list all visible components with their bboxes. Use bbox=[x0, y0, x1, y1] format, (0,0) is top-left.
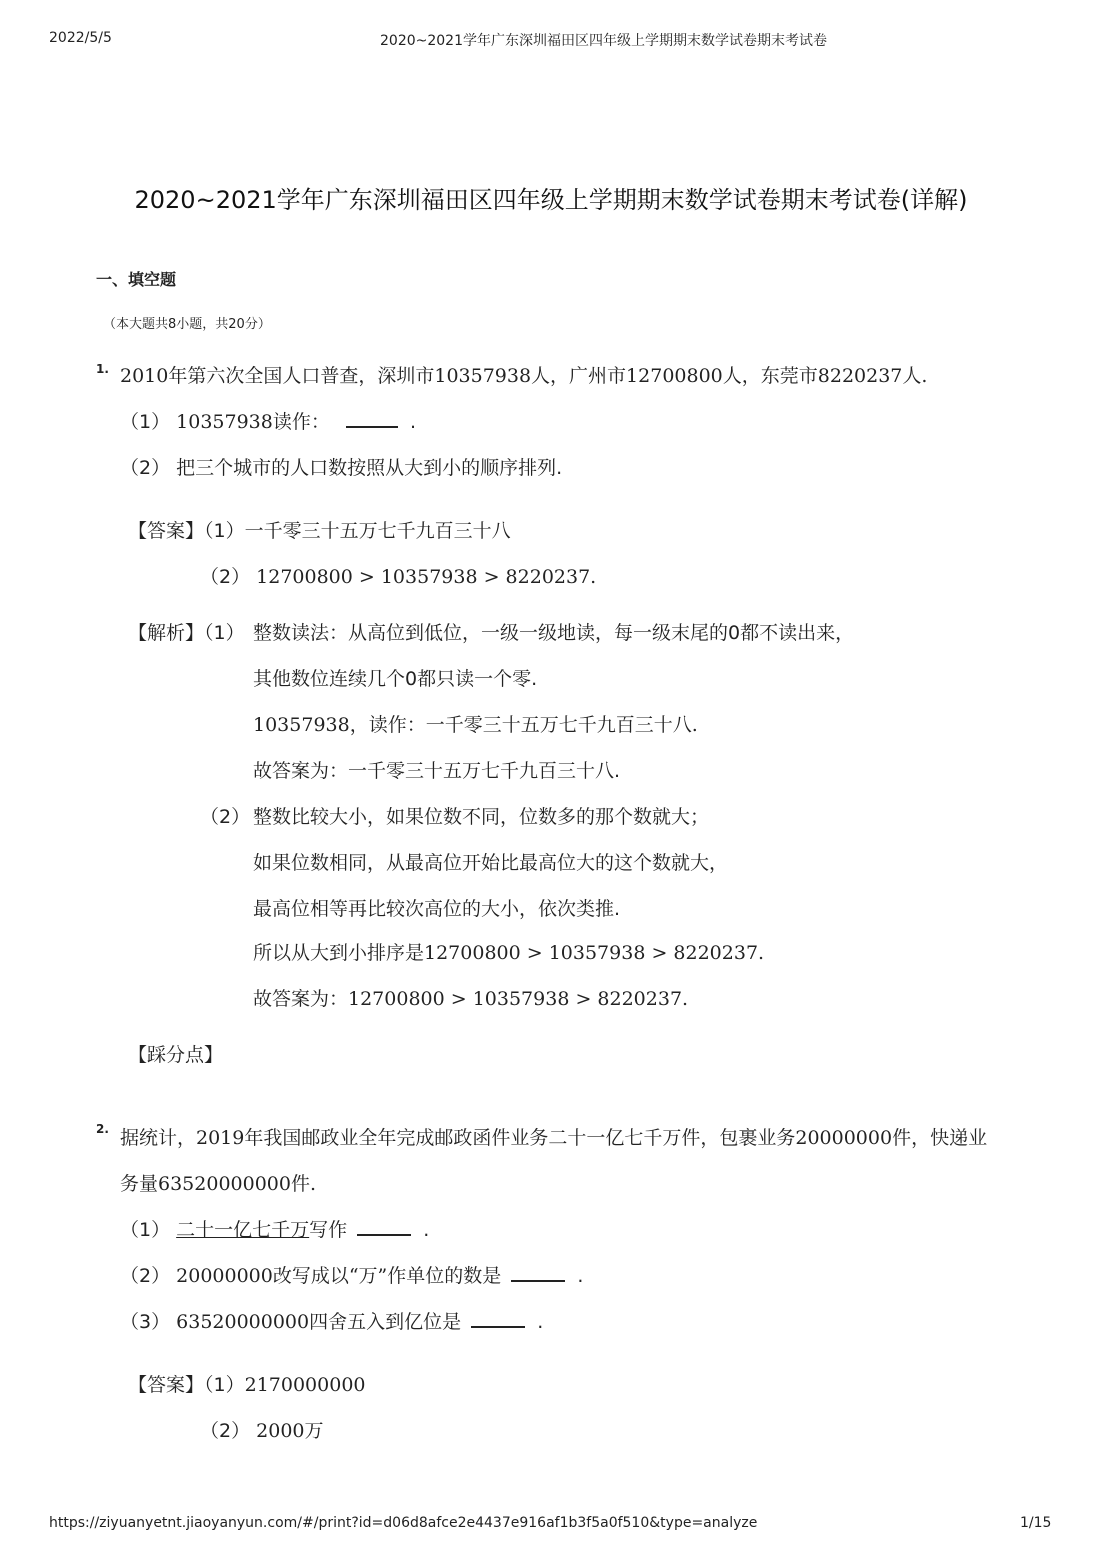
answer-blank bbox=[511, 1278, 565, 1282]
analysis-label-2: （2） bbox=[200, 806, 251, 828]
question-1-part-1 bbox=[120, 407, 416, 434]
question-1-points: 【踩分点】 bbox=[128, 1044, 224, 1066]
part-text: 63520000000四舍五入到亿位是 bbox=[176, 1311, 462, 1333]
answer-text: 12700800 > 10357938 > 8220237. bbox=[256, 566, 597, 588]
part-label: （3） bbox=[120, 1311, 171, 1333]
question-1-answer-1 bbox=[128, 516, 511, 543]
print-header-title: 2020~2021学年广东深圳福田区四年级上学期期末数学试卷期末考试卷 bbox=[380, 33, 827, 49]
analysis-line: 故答案为：12700800 > 10357938 > 8220237. bbox=[253, 988, 689, 1010]
analysis-line: 整数比较大小，如果位数不同，位数多的那个数就大； bbox=[253, 806, 710, 828]
answer-tag: 【答案】 bbox=[128, 520, 205, 542]
part-label: （1） bbox=[120, 1219, 171, 1241]
answer-text: 一千零三十五万七千九百三十八 bbox=[244, 520, 511, 542]
analysis-line: 最高位相等再比较次高位的大小，依次类推. bbox=[253, 898, 621, 920]
question-2-part-1 bbox=[120, 1215, 429, 1242]
analysis-line: 如果位数相同，从最高位开始比最高位大的这个数就大， bbox=[253, 852, 729, 874]
part-label: （2） bbox=[120, 457, 171, 479]
analysis-line: 所以从大到小排序是12700800 > 10357938 > 8220237. bbox=[253, 942, 765, 964]
question-2-part-3 bbox=[120, 1307, 543, 1334]
section-note: （本大题共8小题，共20分） bbox=[103, 317, 271, 332]
answer-blank bbox=[346, 424, 398, 428]
print-date: 2022/5/5 bbox=[49, 30, 112, 46]
answer-label: （2） bbox=[200, 566, 251, 588]
part-end: . bbox=[577, 1265, 584, 1287]
answer-blank bbox=[357, 1232, 411, 1236]
part-text: 把三个城市的人口数按照从大到小的顺序排列. bbox=[176, 457, 563, 479]
part-end: . bbox=[423, 1219, 430, 1241]
question-1-answer-2 bbox=[200, 562, 596, 589]
question-1-analysis-header bbox=[128, 618, 245, 645]
part-label: （1） bbox=[120, 411, 171, 433]
question-2-answer-2 bbox=[200, 1416, 324, 1443]
question-2-answer-1 bbox=[128, 1370, 366, 1397]
part-label: （2） bbox=[120, 1265, 171, 1287]
answer-text: 2170000000 bbox=[244, 1374, 366, 1396]
answer-label: （1） bbox=[204, 520, 245, 542]
answer-label: （2） bbox=[200, 1420, 251, 1442]
question-2-number: 2. bbox=[96, 1122, 109, 1136]
part-text: 10357938读作： bbox=[176, 411, 330, 433]
question-1-number: 1. bbox=[96, 362, 109, 376]
analysis-line: 整数读法：从高位到低位，一级一级地读，每一级末尾的0都不读出来， bbox=[253, 622, 855, 644]
question-1-stem: 2010年第六次全国人口普查，深圳市10357938人，广州市12700800人，东莞市8220237人. bbox=[120, 365, 928, 387]
section-title: 一、填空题 bbox=[96, 270, 177, 289]
answer-label: （1） bbox=[204, 1374, 245, 1396]
question-1-part-2 bbox=[120, 453, 562, 480]
analysis-line: 故答案为：一千零三十五万七千九百三十八. bbox=[253, 760, 621, 782]
answer-text: 2000万 bbox=[256, 1420, 324, 1442]
analysis-line: 10357938，读作：一千零三十五万七千九百三十八. bbox=[253, 714, 698, 736]
print-url: https://ziyuanyetnt.jiaoyanyun.com/#/print?id=d06d8afce2e4437e916af1b3f5a0f510&type=analyze bbox=[49, 1515, 758, 1531]
analysis-label: （1） bbox=[204, 622, 245, 644]
page-title: 2020~2021学年广东深圳福田区四年级上学期期末数学试卷期末考试卷(详解) bbox=[134, 186, 968, 214]
analysis-line: 其他数位连续几个0都只读一个零. bbox=[253, 668, 538, 690]
part-end: . bbox=[537, 1311, 544, 1333]
underlined-term: 二十一亿七千万 bbox=[176, 1219, 310, 1241]
part-text: 20000000改写成以“万”作单位的数是 bbox=[176, 1265, 502, 1287]
question-2-stem-line-2: 务量63520000000件. bbox=[120, 1173, 317, 1195]
part-end: . bbox=[409, 411, 416, 433]
answer-blank bbox=[471, 1324, 525, 1328]
question-2-stem-line-1: 据统计，2019年我国邮政业全年完成邮政函件业务二十一亿七千万件，包裹业务20000000件，快递业 bbox=[120, 1127, 988, 1149]
page-number: 1/15 bbox=[1020, 1515, 1052, 1531]
question-2-part-2 bbox=[120, 1261, 583, 1288]
answer-tag: 【答案】 bbox=[128, 1374, 205, 1396]
part-text: 写作 bbox=[309, 1219, 348, 1241]
analysis-tag: 【解析】 bbox=[128, 622, 205, 644]
